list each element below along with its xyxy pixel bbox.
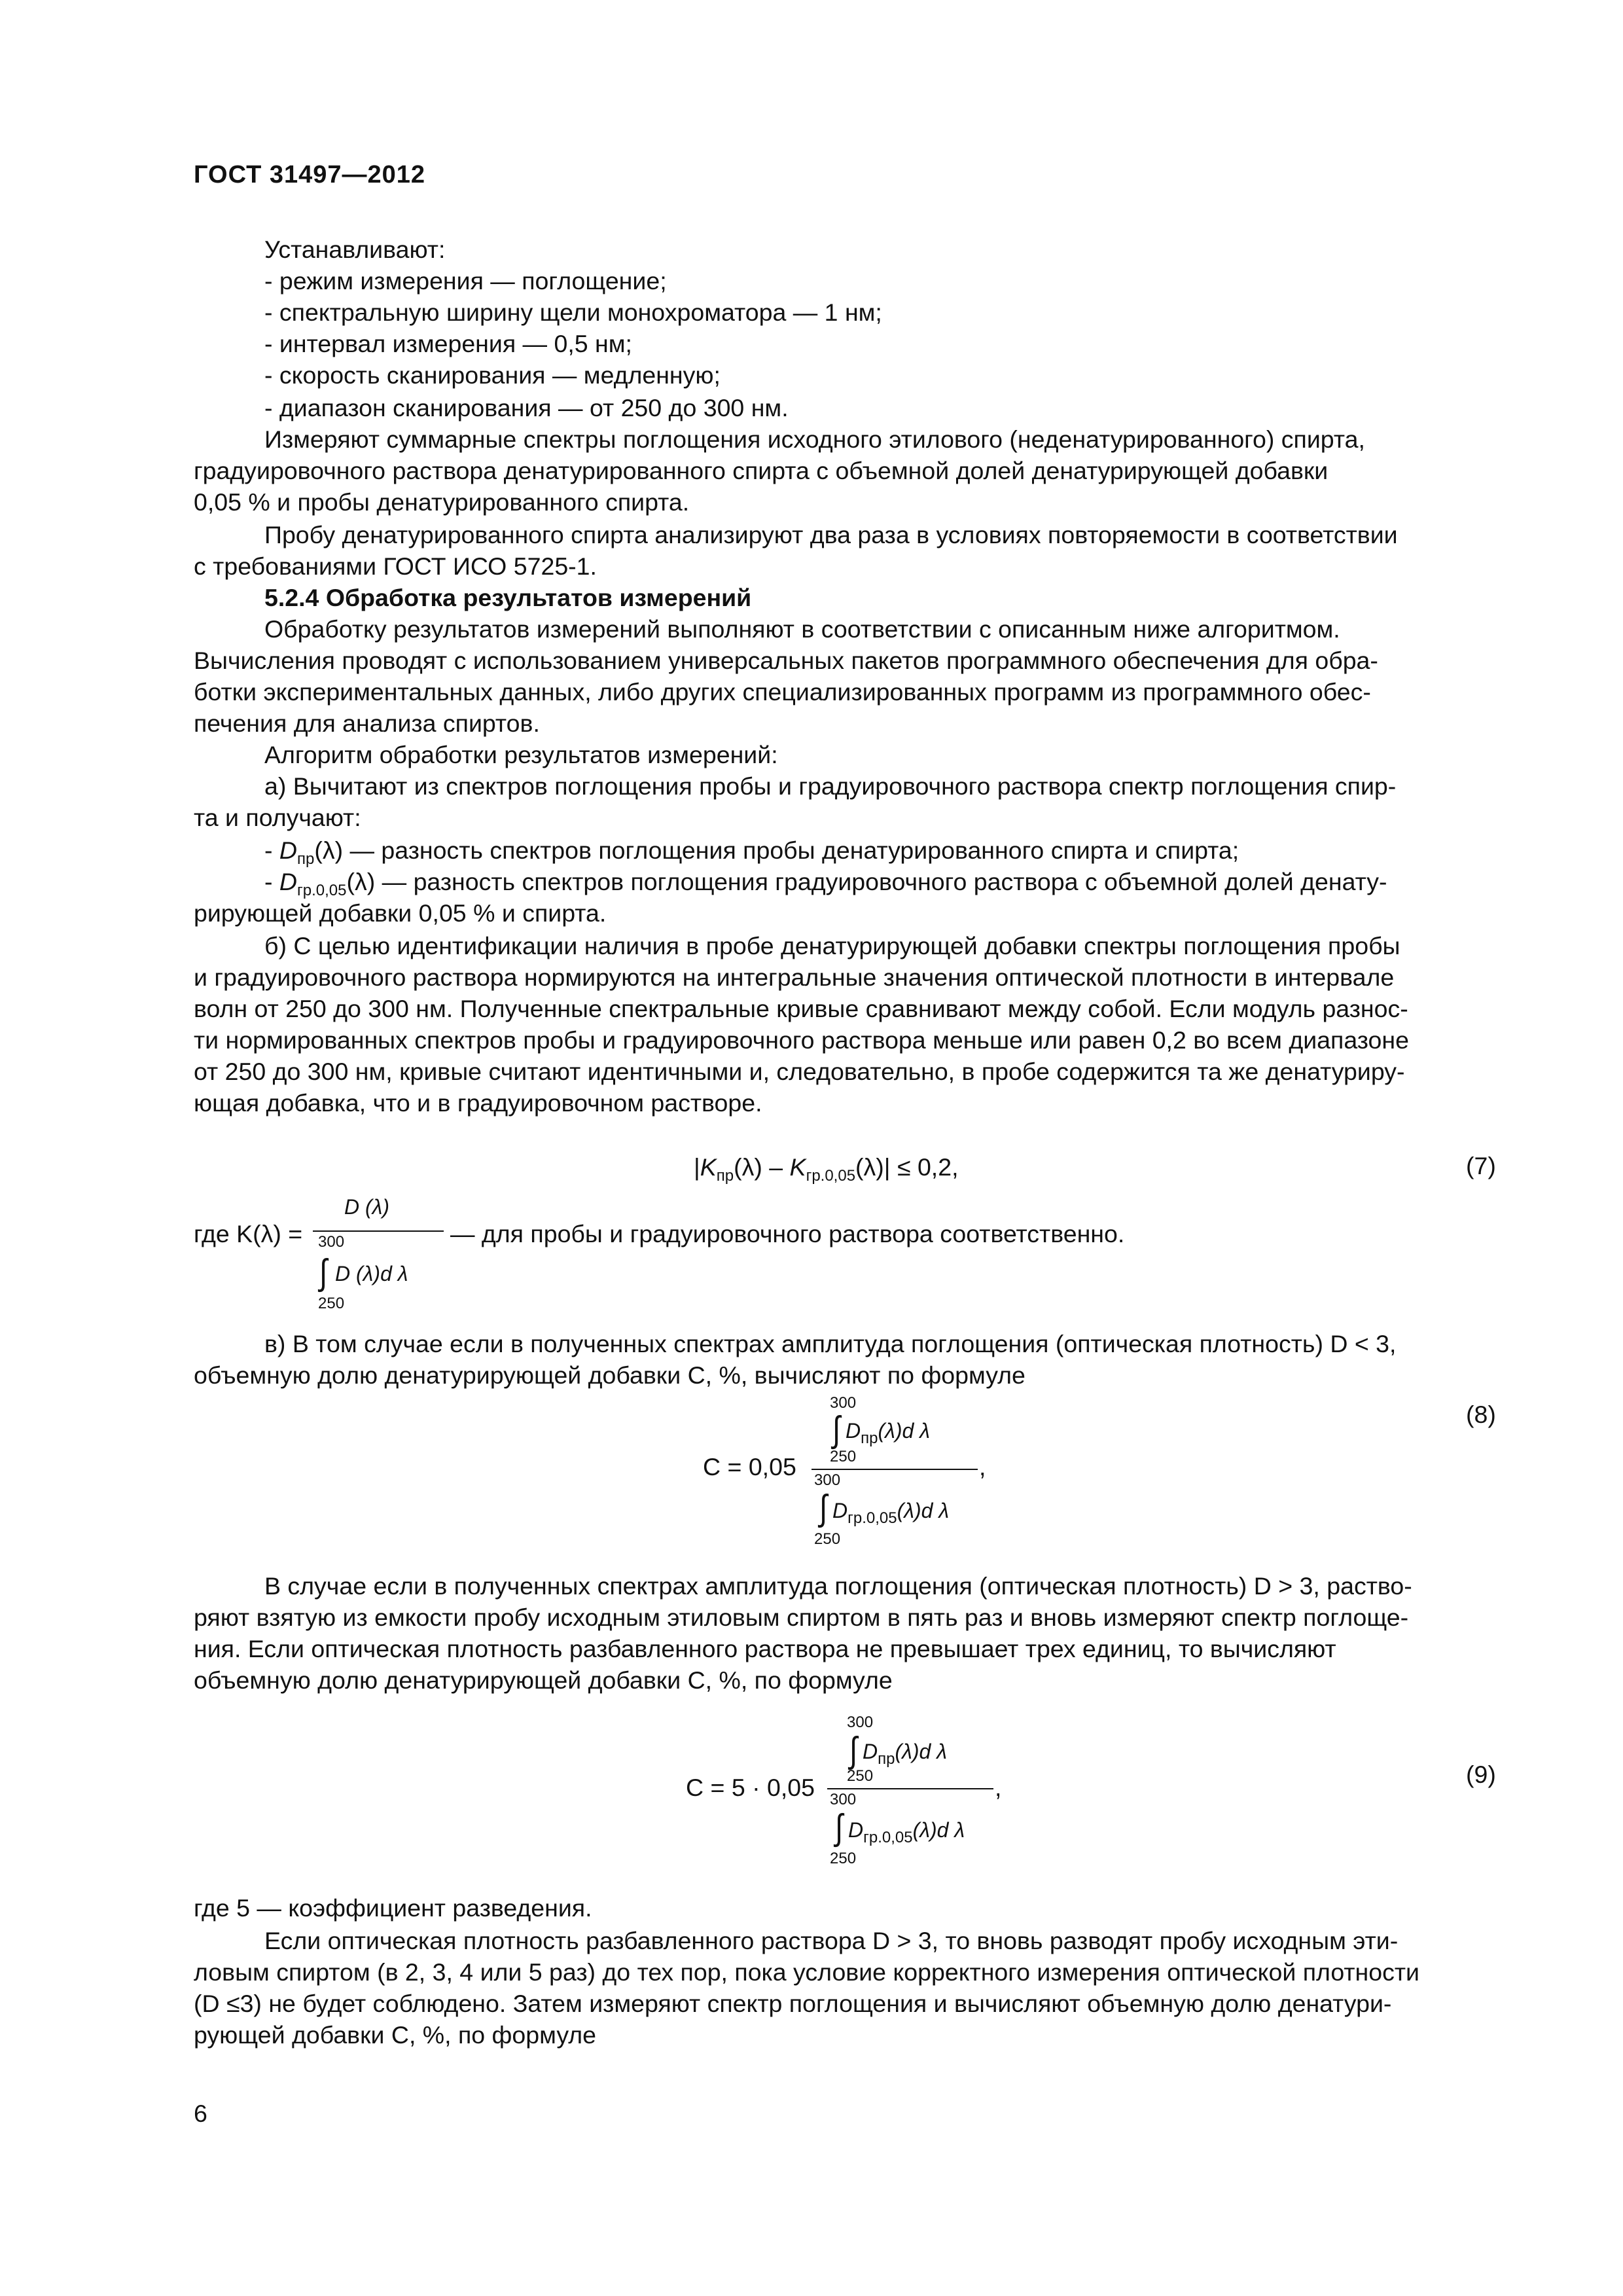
- subscript: пр: [861, 1429, 878, 1447]
- paragraph-line: Устанавливают:: [264, 236, 446, 263]
- text-run: (λ) — разность спектров поглощения градуировочного раствора с объемной долей денату-: [346, 868, 1387, 895]
- paragraph-line: рующей добавки C, %, по формуле: [194, 2021, 596, 2049]
- subscript: пр: [297, 850, 315, 868]
- integral-sign: ∫: [319, 1252, 328, 1293]
- integral-upper-limit: 300: [814, 1471, 841, 1489]
- list-item: - скорость сканирования — медленную;: [264, 361, 721, 389]
- equation-number: (7): [1466, 1152, 1496, 1179]
- integral-lower-limit: 250: [830, 1448, 857, 1465]
- text-run: -: [264, 836, 279, 864]
- paragraph-line: где 5 — коэффициент разведения.: [194, 1894, 592, 1922]
- integral-lower-limit: 250: [318, 1295, 345, 1312]
- symbol-k: K: [789, 1153, 806, 1181]
- lambda-arg: (λ): [734, 1153, 762, 1181]
- text-run: (λ) — разность спектров поглощения пробы денатурированного спирта и спирта;: [314, 836, 1240, 864]
- paragraph-line: Алгоритм обработки результатов измерений:: [264, 741, 778, 768]
- formula-comma: ,: [979, 1453, 986, 1480]
- paragraph-line: а) Вычитают из спектров поглощения пробы и градуировочного раствора спектр поглощения спир-: [264, 772, 1397, 800]
- abs-open: |: [694, 1153, 700, 1181]
- subscript: пр: [716, 1167, 734, 1185]
- symbol-k: K: [700, 1153, 717, 1181]
- section-heading: 5.2.4 Обработка результатов измерений: [264, 584, 752, 611]
- integral-lower-limit: 250: [814, 1530, 841, 1548]
- integral-body: [863, 1740, 947, 1768]
- integral-upper-limit: 300: [318, 1233, 345, 1251]
- integral-upper-limit: 300: [847, 1713, 874, 1731]
- symbol-d: D: [832, 1499, 848, 1522]
- subscript: пр: [878, 1750, 895, 1768]
- abs-close: | ≤ 0,2,: [883, 1153, 959, 1181]
- paragraph-line: ющая добавка, что и в градуировочном растворе.: [194, 1089, 762, 1117]
- d-lambda: (λ)d λ: [895, 1740, 947, 1763]
- paragraph-line: рирующей добавки 0,05 % и спирта.: [194, 899, 607, 927]
- paragraph-line: Пробу денатурированного спирта анализируют два раза в условиях повторяемости в соответствии: [264, 521, 1398, 548]
- d-lambda: (λ)d λ: [878, 1419, 930, 1443]
- integral-body: D (λ)d λ: [335, 1262, 408, 1285]
- formula-7: [694, 1152, 959, 1185]
- list-item: - спектральную ширину щели монохроматора — 1 нм;: [264, 298, 882, 326]
- paragraph-line: б) С целью идентификации наличия в пробе денатурирующей добавки спектры поглощения пробы: [264, 932, 1400, 960]
- where-k-prefix: где K(λ) =: [194, 1220, 303, 1247]
- equation-number: (9): [1466, 1761, 1496, 1788]
- paragraph-line: ботки экспериментальных данных, либо других специализированных программ из программного обес-: [194, 678, 1371, 706]
- paragraph-line: ряют взятую из емкости пробу исходным этиловым спиртом в пять раз и вновь измеряют спектр поглоще-: [194, 1604, 1409, 1631]
- document-header: ГОСТ 31497—2012: [194, 161, 426, 188]
- symbol-d: D: [863, 1740, 878, 1763]
- integral-lower-limit: 250: [830, 1850, 857, 1867]
- fraction-bar: [827, 1788, 993, 1789]
- text-run: Измеряют суммарные спектры поглощения исходного этилового (неденатурированного) спирта,: [264, 425, 1365, 453]
- list-item: [264, 867, 1387, 897]
- paragraph-line: в) В том случае если в полученных спектрах амплитуда поглощения (оптическая плотность) D < 3,: [264, 1330, 1397, 1357]
- formula-9-lhs: C = 5 · 0,05: [686, 1774, 815, 1801]
- fraction-bar: [812, 1469, 978, 1470]
- integral-sign: ∫: [835, 1807, 844, 1848]
- fraction-bar: [313, 1230, 444, 1232]
- paragraph-line: Если оптическая плотность разбавленного раствора D > 3, то вновь разводят пробу исходным эти-: [264, 1927, 1399, 1954]
- paragraph-line: от 250 до 300 нм, кривые считают идентичными и, следовательно, в пробе содержится та же денатуриру-: [194, 1058, 1405, 1085]
- paragraph-line: (D ≤3) не будет соблюдено. Затем измеряют спектр поглощения и вычисляют объемную долю денатури-: [194, 1990, 1392, 2017]
- where-k-suffix: — для пробы и градуировочного раствора соответственно.: [450, 1220, 1125, 1247]
- d-lambda: (λ)d λ: [912, 1818, 965, 1842]
- symbol-d: D: [848, 1818, 864, 1842]
- integral-sign: ∫: [832, 1409, 841, 1450]
- subscript: гр.0,05: [863, 1829, 913, 1846]
- integral-upper-limit: 300: [830, 1791, 857, 1808]
- paragraph-line: [264, 424, 1492, 454]
- paragraph-line: и градуировочного раствора нормируются на интегральные значения оптической плотности в интервале: [194, 963, 1395, 991]
- symbol-d: D: [846, 1419, 861, 1443]
- paragraph-line: Вычисления проводят с использованием универсальных пакетов программного обеспечения для обра-: [194, 647, 1378, 674]
- integral-upper-limit: 300: [830, 1394, 857, 1412]
- subscript: гр.0,05: [847, 1509, 897, 1527]
- text-run: -: [264, 868, 279, 895]
- integral-body: [846, 1419, 930, 1447]
- paragraph-line: ловым спиртом (в 2, 3, 4 или 5 раз) до тех пор, пока условие корректного измерения оптической плотности: [194, 1958, 1419, 1986]
- paragraph-line: В случае если в полученных спектрах амплитуда поглощения (оптическая плотность) D > 3, раство-: [264, 1572, 1412, 1600]
- paragraph-line: 0,05 % и пробы денатурированного спирта.: [194, 488, 690, 516]
- paragraph-line: ния. Если оптическая плотность разбавленного раствора не превышает трех единиц, то вычисляют: [194, 1635, 1336, 1662]
- list-item: - диапазон сканирования — от 250 до 300 нм.: [264, 394, 789, 422]
- paragraph-line: объемную долю денатурирующей добавки C, %, по формуле: [194, 1666, 893, 1694]
- integral-sign: ∫: [819, 1488, 828, 1528]
- paragraph-line: волн от 250 до 300 нм. Полученные спектральные кривые сравнивают между собой. Если модуль разнос-: [194, 995, 1408, 1022]
- fraction-numerator: D (λ): [344, 1195, 390, 1219]
- paragraph-line: градуировочного раствора денатурированного спирта с объемной долей денатурирующей добавки: [194, 457, 1329, 484]
- formula-8-lhs: C = 0,05: [703, 1453, 796, 1480]
- list-item: - интервал измерения — 0,5 нм;: [264, 330, 632, 357]
- minus-sign: –: [762, 1153, 790, 1181]
- paragraph-line: объемную долю денатурирующей добавки C, %, вычисляют по формуле: [194, 1361, 1026, 1389]
- paragraph-line: Обработку результатов измерений выполняют в соответствии с описанным ниже алгоритмом.: [264, 615, 1340, 643]
- subscript: гр.0,05: [806, 1167, 856, 1185]
- paragraph-line: печения для анализа спиртов.: [194, 709, 540, 737]
- d-lambda: (λ)d λ: [897, 1499, 950, 1522]
- integral-body: [832, 1499, 950, 1527]
- paragraph-line: с требованиями ГОСТ ИСО 5725-1.: [194, 552, 597, 580]
- symbol-d: D: [279, 868, 298, 895]
- integral-body: [848, 1818, 965, 1846]
- list-item: - режим измерения — поглощение;: [264, 267, 667, 295]
- integral-lower-limit: 250: [847, 1767, 874, 1785]
- paragraph-line: та и получают:: [194, 804, 361, 831]
- symbol-d: D: [279, 836, 298, 864]
- integral-sign: ∫: [849, 1730, 858, 1770]
- page-number: 6: [194, 2100, 207, 2127]
- paragraph-line: ти нормированных спектров пробы и градуировочного раствора меньше или равен 0,2 во всем диапазоне: [194, 1026, 1409, 1054]
- equation-number: (8): [1466, 1401, 1496, 1428]
- subscript: гр.0,05: [297, 882, 347, 899]
- list-item: [264, 835, 1240, 868]
- formula-comma: ,: [995, 1774, 1002, 1801]
- lambda-arg: (λ): [855, 1153, 884, 1181]
